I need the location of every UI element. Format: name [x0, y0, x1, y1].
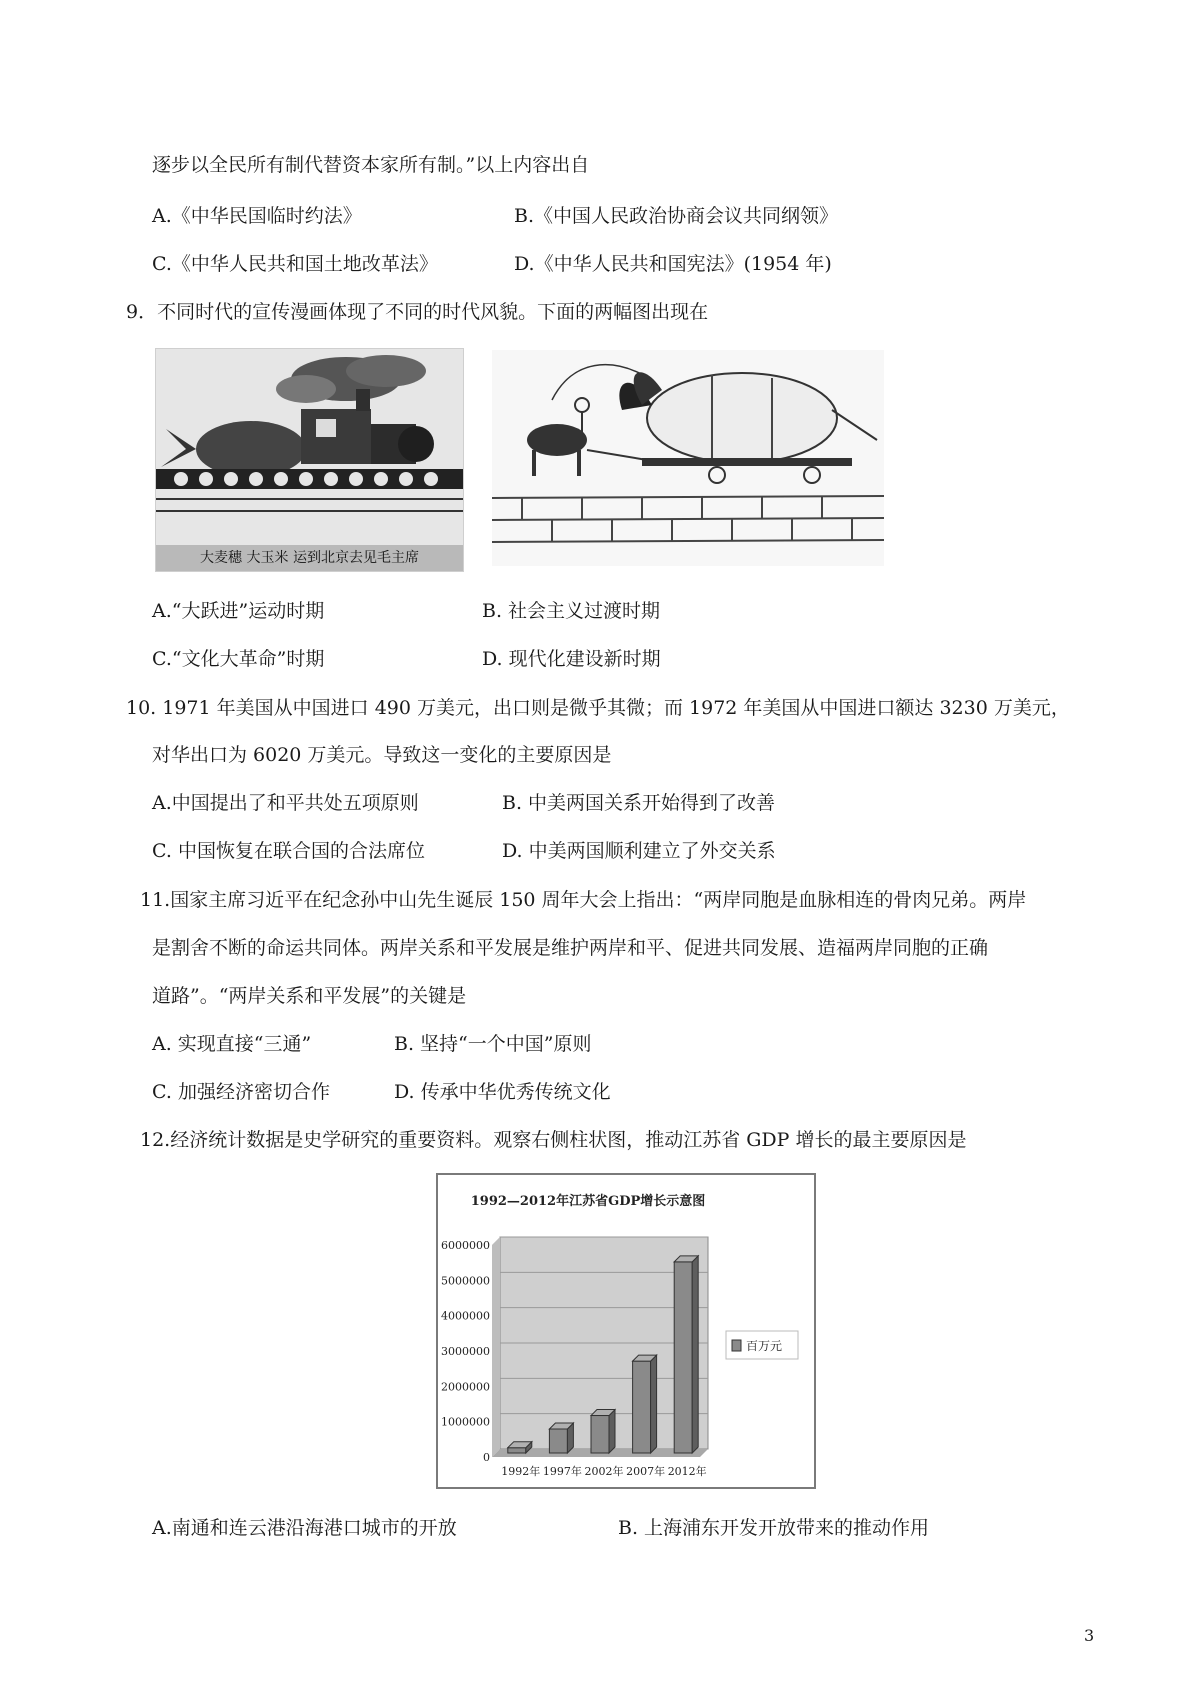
q9-option-d: D. 现代化建设新时期: [482, 648, 661, 670]
bar-side: [651, 1355, 657, 1453]
q11-option-c: C. 加强经济密切合作: [152, 1081, 330, 1103]
q9-option-b: B. 社会主义过渡时期: [482, 600, 661, 622]
q9-stem: 9．不同时代的宣传漫画体现了不同的时代风貌。下面的两幅图出现在: [126, 301, 709, 323]
y-tick-label: 5000000: [441, 1274, 490, 1288]
q10-option-d: D. 中美两国顺利建立了外交关系: [502, 840, 776, 862]
q11-option-b: B. 坚持“一个中国”原则: [394, 1033, 592, 1055]
q8-option-a: A.《中华民国临时约法》: [152, 205, 362, 227]
y-tick-label: 2000000: [441, 1380, 490, 1394]
page-number: 3: [1084, 1626, 1095, 1645]
bar-front: [591, 1416, 609, 1453]
bar-front: [674, 1262, 692, 1453]
bar-front: [508, 1448, 526, 1453]
q11-stem-line3: 道路”。“两岸关系和平发展”的关键是: [152, 985, 467, 1007]
chart-side-wall: [492, 1237, 500, 1457]
x-tick-label: 2002年: [584, 1465, 624, 1478]
y-tick-label: 1000000: [441, 1415, 490, 1429]
cartoon-caption: 大麦穗 大玉米 运到北京去见毛主席: [156, 545, 463, 571]
x-tick-label: 1992年: [501, 1465, 541, 1478]
q10-option-a: A.中国提出了和平共处五项原则: [152, 792, 419, 814]
q12-option-b: B. 上海浦东开发开放带来的推动作用: [618, 1517, 930, 1539]
q8-option-d: D.《中华人民共和国宪法》(1954 年): [514, 253, 832, 275]
bar-side: [692, 1256, 698, 1453]
q8-option-c: C.《中华人民共和国土地改革法》: [152, 253, 438, 275]
x-tick-label: 2012年: [667, 1465, 707, 1478]
train-illustration: [156, 349, 463, 545]
bar: [633, 1355, 657, 1453]
bar: [674, 1256, 698, 1453]
cartoon-train-figure: [155, 348, 464, 572]
q9-option-a: A.“大跃进”运动时期: [152, 600, 325, 622]
bar: [508, 1442, 532, 1453]
y-tick-label: 3000000: [441, 1345, 490, 1358]
legend-label: 百万元: [746, 1339, 783, 1353]
q11-option-a: A. 实现直接“三通”: [152, 1033, 312, 1055]
oxcart-illustration: [492, 350, 884, 566]
cartoon-oxcart-figure: [492, 350, 884, 566]
q12-option-a: A.南通和连云港沿海港口城市的开放: [152, 1517, 457, 1539]
q8-option-b: B.《中国人民政治协商会议共同纲领》: [514, 205, 839, 227]
bar-front: [549, 1429, 567, 1453]
x-tick-label: 1997年: [542, 1465, 582, 1478]
q8-stem-tail: 逐步以全民所有制代替资本家所有制。”以上内容出自: [152, 154, 590, 176]
bar-side: [609, 1410, 615, 1453]
legend-swatch: [732, 1340, 741, 1351]
q12-stem: 12.经济统计数据是史学研究的重要资料。观察右侧柱状图，推动江苏省 GDP 增长的最主要原因是: [140, 1129, 967, 1151]
q10-option-b: B. 中美两国关系开始得到了改善: [502, 792, 776, 814]
q11-stem-line1: 11.国家主席习近平在纪念孙中山先生诞辰 150 周年大会上指出：“两岸同胞是血脉相连的骨肉兄弟。两岸: [140, 889, 1027, 911]
q10-stem-line2: 对华出口为 6020 万美元。导致这一变化的主要原因是: [152, 744, 612, 766]
bar: [549, 1423, 573, 1453]
q10-option-c: C. 中国恢复在联合国的合法席位: [152, 840, 425, 862]
y-tick-label: 4000000: [441, 1309, 490, 1323]
q11-option-d: D. 传承中华优秀传统文化: [394, 1081, 611, 1103]
y-tick-label: 6000000: [441, 1239, 490, 1252]
gdp-bar-chart: [436, 1173, 816, 1489]
bar-front: [633, 1361, 651, 1453]
bar: [591, 1410, 615, 1453]
chart-title: 1992—2012年江苏省GDP增长示意图: [470, 1194, 706, 1209]
q9-option-c: C.“文化大革命”时期: [152, 648, 325, 670]
x-tick-label: 2007年: [626, 1465, 666, 1478]
y-tick-label: 0: [483, 1451, 490, 1464]
q11-stem-line2: 是割舍不断的命运共同体。两岸关系和平发展是维护两岸和平、促进共同发展、造福两岸同胞的正确: [152, 937, 989, 959]
q10-stem-line1: 10. 1971 年美国从中国进口 490 万美元，出口则是微乎其微；而 1972 年美国从中国进口额达 3230 万美元，: [126, 697, 1070, 719]
gdp-chart-svg: [438, 1175, 814, 1487]
